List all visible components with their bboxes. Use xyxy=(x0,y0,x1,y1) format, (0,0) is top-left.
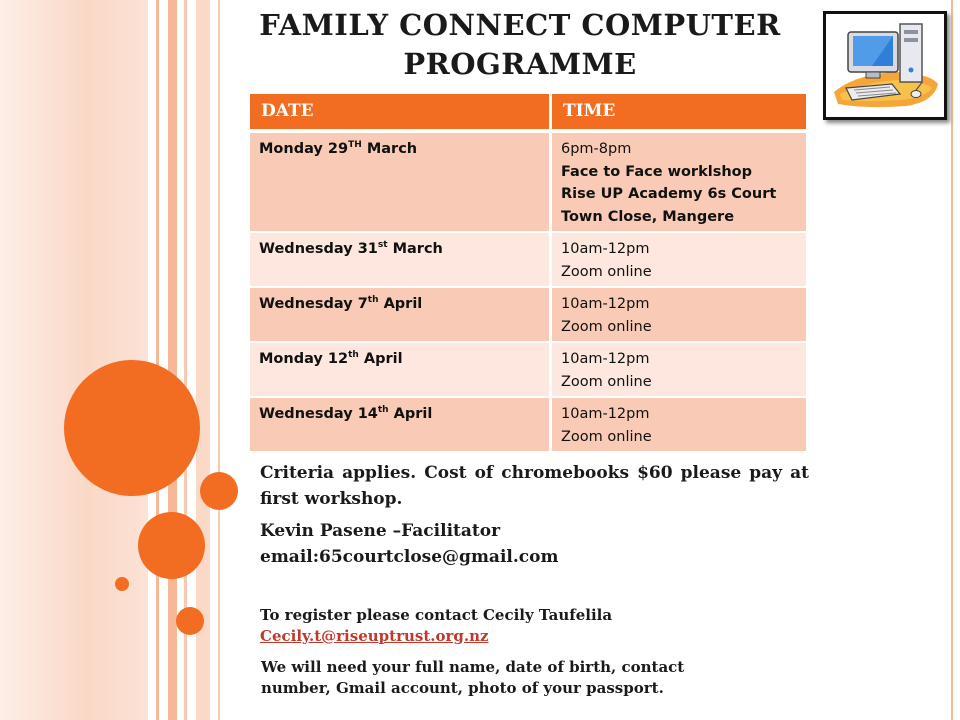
requirements-note xyxy=(261,657,684,699)
date-column-header: DATE xyxy=(250,94,552,133)
time-text: 6pm-8pm xyxy=(561,141,632,157)
decorative-circle-medium xyxy=(138,512,205,579)
decorative-circle-large xyxy=(64,360,200,496)
time-cell xyxy=(552,288,806,343)
venue-address: Town Close, Mangere xyxy=(561,208,735,225)
date-cell: Wednesday 7th April xyxy=(250,288,552,343)
location-text: Zoom online xyxy=(561,373,652,390)
decorative-circle-small-2 xyxy=(176,607,204,635)
table-row xyxy=(250,288,806,343)
date-cell: Wednesday 31st March xyxy=(250,233,552,288)
table-header-row xyxy=(250,94,806,133)
event-type: Face to Face worklshop xyxy=(561,163,752,180)
table-row xyxy=(250,398,806,453)
location-text: Zoom online xyxy=(561,263,652,280)
venue: Rise UP Academy 6s Court xyxy=(561,186,777,202)
time-cell xyxy=(552,133,806,233)
computer-icon xyxy=(823,11,947,120)
time-cell xyxy=(552,343,806,398)
time-text: 10am-12pm xyxy=(561,296,650,312)
register-email-link[interactable]: Cecily.t@riseuptrust.org.nz xyxy=(260,627,489,645)
page-title xyxy=(240,6,800,84)
decorative-circle-tiny xyxy=(115,577,129,591)
facilitator-name: Kevin Pasene –Facilitator xyxy=(260,521,501,541)
time-text: 10am-12pm xyxy=(561,351,650,367)
table-row xyxy=(250,233,806,288)
register-info xyxy=(260,605,612,647)
title-line-2: PROGRAMME xyxy=(403,47,637,81)
date-cell: Wednesday 14th April xyxy=(250,398,552,453)
criteria-note: Criteria applies. Cost of chromebooks $60 please pay at first workshop. xyxy=(260,463,809,509)
location-text: Zoom online xyxy=(561,318,652,335)
time-text: 10am-12pm xyxy=(561,406,650,422)
decorative-circle-small xyxy=(200,472,238,510)
schedule-table xyxy=(250,94,806,453)
register-text: To register please contact Cecily Taufelila xyxy=(260,606,613,624)
location-text: Zoom online xyxy=(561,428,652,445)
table-row xyxy=(250,133,806,233)
time-cell xyxy=(552,233,806,288)
facilitator-email: email:65courtclose@gmail.com xyxy=(260,547,559,567)
requirements-line-2: number, Gmail account, photo of your passport. xyxy=(261,679,664,697)
time-text: 10am-12pm xyxy=(561,241,650,257)
requirements-line-1: We will need your full name, date of birth, contact xyxy=(261,658,685,676)
title-line-1: FAMILY CONNECT COMPUTER xyxy=(259,8,781,42)
table-row xyxy=(250,343,806,398)
date-cell: Monday 12th April xyxy=(250,343,552,398)
facilitator-info xyxy=(260,518,558,570)
time-cell xyxy=(552,398,806,453)
time-column-header: TIME xyxy=(552,94,806,133)
date-cell: Monday 29TH March xyxy=(250,133,552,233)
